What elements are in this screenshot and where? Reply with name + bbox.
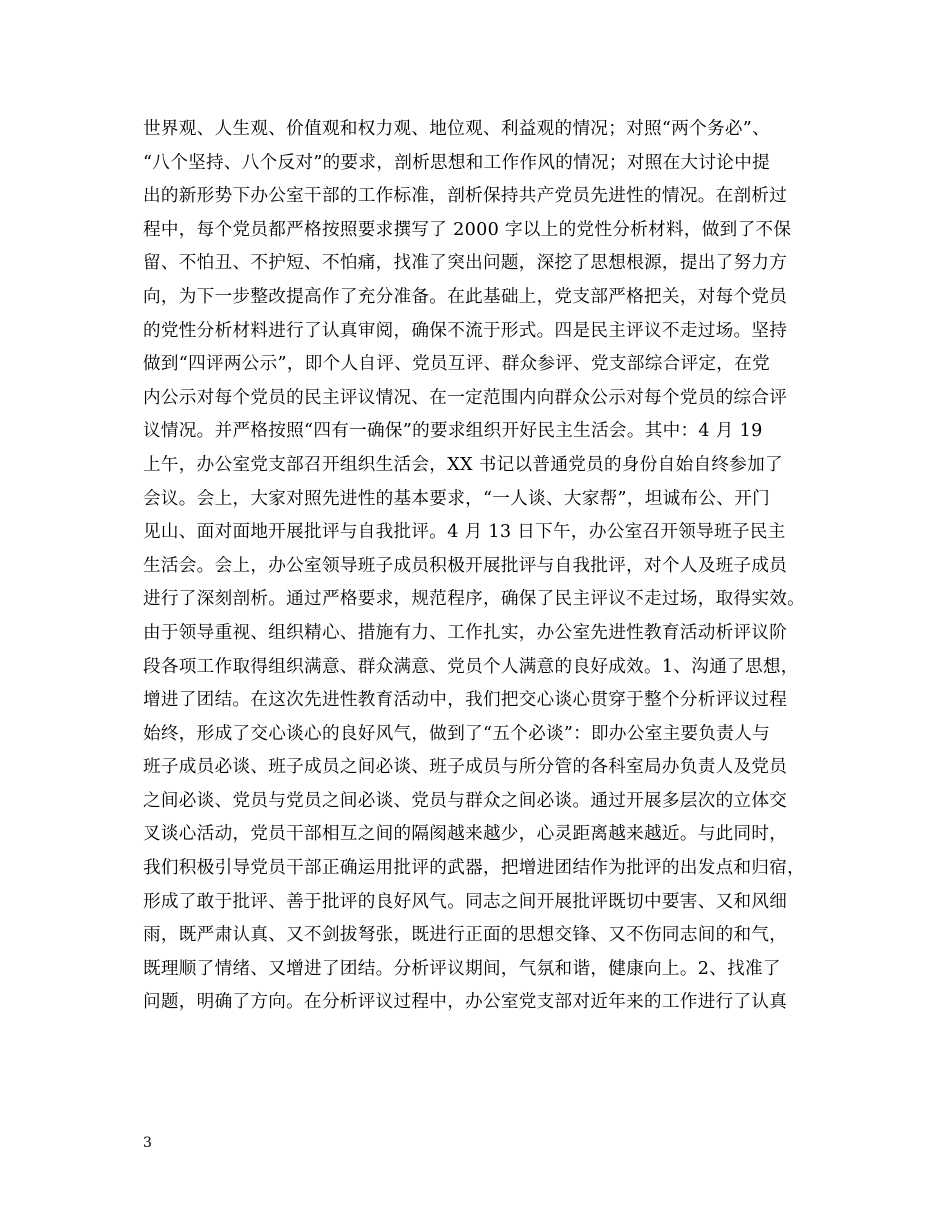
text-line: 我们积极引导党员干部正确运用批评的武器，把增进团结作为批评的出发点和归宿， [143, 858, 806, 879]
text-line: 生活会。会上，办公室领导班子成员积极开展批评与自我批评，对个人及班子成员 [143, 555, 788, 576]
text-line: 上午，办公室党支部召开组织生活会，XX 书记以普通党员的身份自始自终参加了 [143, 454, 783, 475]
text-line: 班子成员必谈、班子成员之间必谈、班子成员与所分管的各科室局办负责人及党员 [143, 757, 788, 778]
text-line: 段各项工作取得组织满意、群众满意、党员个人满意的良好成效。1、沟通了思想， [143, 656, 799, 677]
text-line: 的党性分析材料进行了认真审阅，确保不流于形式。四是民主评议不走过场。坚持 [143, 320, 788, 341]
text-line: “八个坚持、八个反对”的要求，剖析思想和工作作风的情况；对照在大讨论中提 [143, 152, 770, 173]
text-line: 内公示对每个党员的民主评议情况、在一定范围内向群众公示对每个党员的综合评 [143, 387, 788, 408]
text-line: 既理顺了情绪、又增进了团结。分析评议期间，气氛和谐，健康向上。2、找准了 [143, 958, 781, 979]
text-line: 雨，既严肃认真、又不剑拔弩张，既进行正面的思想交锋、又不伤同志间的和气， [143, 925, 788, 946]
text-line: 始终，形成了交心谈心的良好风气，做到了“五个必谈”：即办公室主要负责人与 [143, 723, 770, 744]
text-line: 做到“四评两公示”，即个人自评、党员互评、群众参评、党支部综合评定，在党 [143, 354, 770, 375]
text-line: 之间必谈、党员与党员之间必谈、党员与群众之间必谈。通过开展多层次的立体交 [143, 790, 788, 811]
text-line: 叉谈心活动，党员干部相互之间的隔阂越来越少，心灵距离越来越近。与此同时， [143, 824, 788, 845]
page-number: 3 [143, 1135, 152, 1151]
text-line: 世界观、人生观、价值观和权力观、地位观、利益观的情况；对照“两个务必”、 [143, 119, 770, 139]
text-line: 见山、面对面地开展批评与自我批评。4 月 13 日下午，办公室召开领导班子民主 [143, 522, 786, 543]
text-line: 进行了深刻剖析。通过严格要求，规范程序，确保了民主评议不走过场，取得实效。 [143, 589, 806, 610]
text-line: 由于领导重视、组织精心、措施有力、工作扎实，办公室先进性教育活动析评议阶 [143, 622, 788, 643]
text-line: 形成了敢于批评、善于批评的良好风气。同志之间开展批评既切中要害、又和风细 [143, 891, 788, 912]
text-line: 增进了团结。在这次先进性教育活动中，我们把交心谈心贯穿于整个分析评议过程 [143, 690, 788, 711]
text-line: 问题，明确了方向。在分析评议过程中，办公室党支部对近年来的工作进行了认真 [143, 992, 788, 1013]
text-line: 程中，每个党员都严格按照要求撰写了 2000 字以上的党性分析材料，做到了不保 [143, 219, 792, 240]
text-line: 会议。会上，大家对照先进性的基本要求，“一人谈、大家帮”，坦诚布公、开门 [143, 488, 770, 509]
text-line: 向，为下一步整改提高作了充分准备。在此基础上，党支部严格把关，对每个党员 [143, 286, 788, 307]
body-text [143, 113, 823, 1020]
text-line: 出的新形势下办公室干部的工作标准，剖析保持共产党员先进性的情况。在剖析过 [143, 186, 788, 207]
text-line: 议情况。并严格按照“四有一确保”的要求组织开好民主生活会。其中：4 月 19 [143, 421, 763, 442]
text-line: 留、不怕丑、不护短、不怕痛，找准了突出问题，深挖了思想根源，提出了努力方 [143, 253, 788, 274]
